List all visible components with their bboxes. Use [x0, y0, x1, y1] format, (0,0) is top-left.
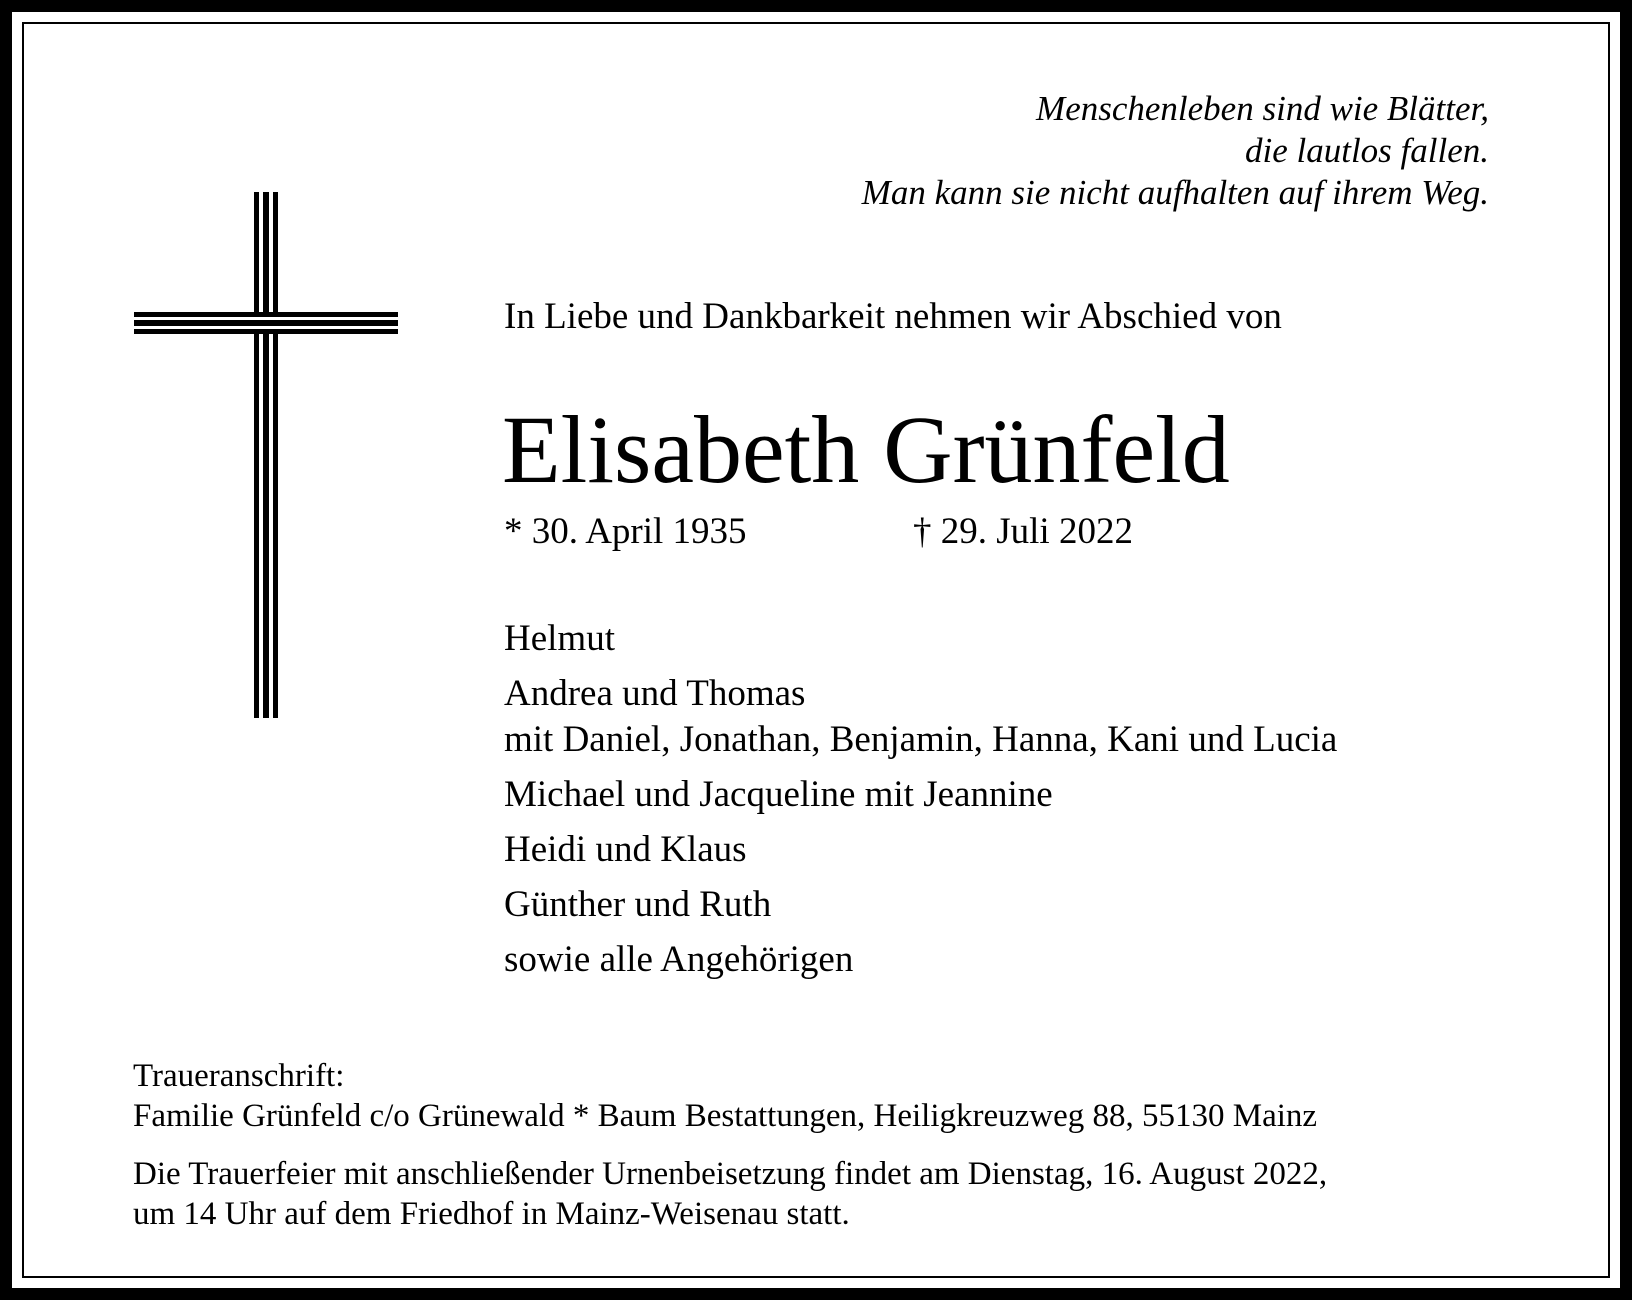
motto-line: die lautlos fallen.: [1244, 131, 1489, 170]
mourner-group: [504, 882, 1337, 928]
motto-line: Menschenleben sind wie Blätter,: [1036, 89, 1489, 128]
mourner-line: Günther und Ruth: [504, 884, 772, 925]
cross-icon: [134, 192, 398, 718]
motto-line: Man kann sie nicht aufhalten auf ihrem Weg.: [861, 173, 1489, 212]
ceremony-block: [133, 1154, 1327, 1234]
motto-poem: [862, 88, 1489, 214]
mourner-line: Heidi und Klaus: [504, 829, 747, 870]
mourner-line: sowie alle Angehörigen: [504, 939, 854, 980]
address-block: [133, 1056, 1327, 1136]
mourner-group: [504, 827, 1337, 873]
ceremony-line: Die Trauerfeier mit anschließender Urnenbeisetzung findet am Dienstag, 16. August 2022,: [133, 1156, 1328, 1192]
cross-vertical-bar: [254, 192, 278, 718]
mourner-group: [504, 671, 1337, 763]
ceremony-line: um 14 Uhr auf dem Friedhof in Mainz-Weisenau statt.: [133, 1196, 850, 1232]
mourner-group: [504, 937, 1337, 983]
mourner-line: Andrea und Thomas: [504, 673, 806, 714]
deceased-name: Elisabeth Grünfeld: [502, 396, 1230, 503]
mourner-group: [504, 772, 1337, 818]
mourner-line: Helmut: [504, 618, 615, 659]
address-label: Traueranschrift:: [133, 1058, 345, 1094]
birth-date: * 30. April 1935: [504, 511, 747, 552]
mourner-line: mit Daniel, Jonathan, Benjamin, Hanna, Kani und Lucia: [504, 719, 1338, 760]
cross-horizontal-bar: [134, 312, 398, 334]
address-text: Familie Grünfeld c/o Grünewald * Baum Bestattungen, Heiligkreuzweg 88, 55130 Mainz: [133, 1098, 1318, 1134]
death-date: † 29. Juli 2022: [913, 511, 1133, 552]
mourners-list: [504, 616, 1337, 992]
mourner-line: Michael und Jacqueline mit Jeannine: [504, 774, 1053, 815]
mourner-group: [504, 616, 1337, 662]
footer-info: [133, 1056, 1327, 1252]
intro-text: In Liebe und Dankbarkeit nehmen wir Abschied von: [504, 296, 1282, 337]
